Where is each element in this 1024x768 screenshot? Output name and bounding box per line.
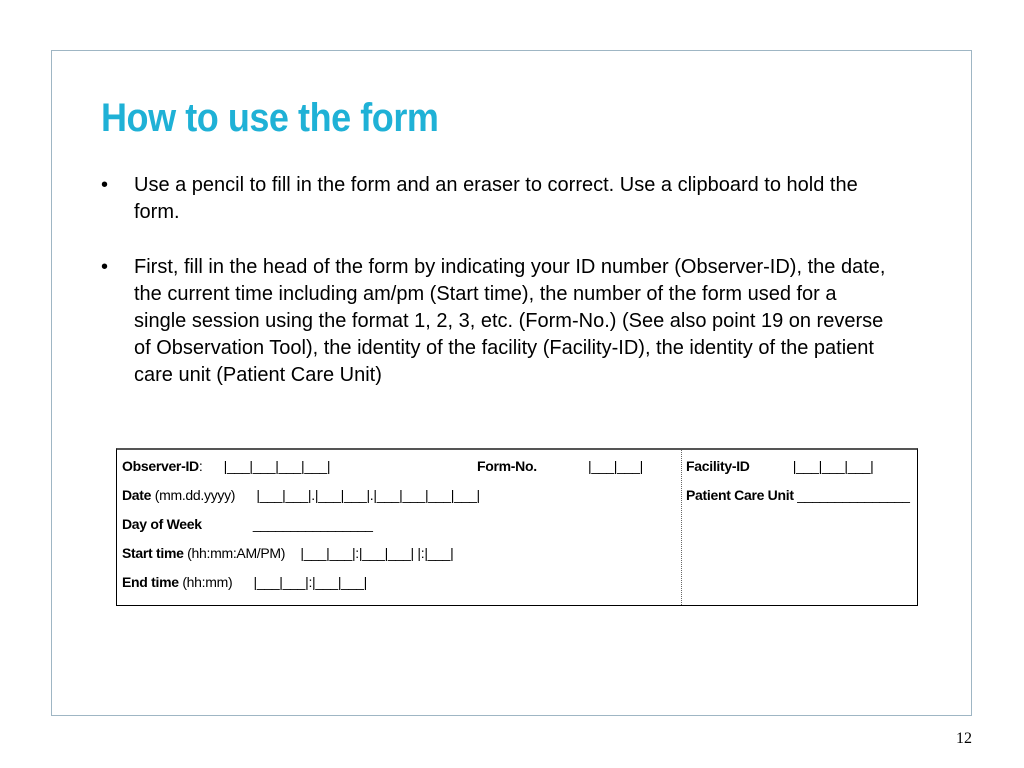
form-no-group <box>477 458 643 474</box>
date-field: |___|___|.|___|___|.|___|___|___|___| <box>256 487 480 503</box>
date-format: (mm.dd.yyyy) <box>154 487 236 503</box>
bullet-icon: • <box>101 256 109 278</box>
form-no-field: |___|___| <box>588 458 643 474</box>
day-row <box>122 516 681 545</box>
form-left-column <box>117 450 682 605</box>
start-time-format: (hh:mm:AM/PM) <box>187 545 286 561</box>
date-row <box>122 487 681 516</box>
start-time-row <box>122 545 681 574</box>
bullet-list <box>101 172 891 417</box>
end-time-field: |___|___|:|___|___| <box>253 574 367 590</box>
start-time-label: Start time <box>122 545 184 561</box>
patient-care-unit-label: Patient Care Unit <box>686 487 794 503</box>
form-no-label: Form-No. <box>477 458 537 474</box>
observer-row <box>122 458 681 487</box>
form-header-example <box>116 448 918 606</box>
observer-label: Observer-ID <box>122 458 199 474</box>
page-number: 12 <box>956 730 972 747</box>
patient-care-unit-field: _______________ <box>797 487 910 503</box>
facility-field: |___|___|___| <box>792 458 874 474</box>
date-label: Date <box>122 487 152 503</box>
form-right-column <box>682 450 917 605</box>
bullet-text: Use a pencil to fill in the form and an eraser to correct. Use a clipboard to hold the form. <box>134 174 858 223</box>
bullet-text: First, fill in the head of the form by indicating your ID number (Observer-ID), the date, the current time including am/pm (Start time), the number of the form used for a single session using the format 1, 2, 3, etc. (Form-No.) (See also point 19 on reverse of Observation Tool), the identity of the facility (Facility-ID), the identity of the patient care unit (Patient Care Unit) <box>134 256 886 386</box>
facility-label: Facility-ID <box>686 458 750 474</box>
day-label: Day of Week <box>122 516 202 532</box>
start-time-field: |___|___|:|___|___| |:|___| <box>300 545 454 561</box>
bullet-item <box>101 254 891 389</box>
bullet-item <box>101 172 891 226</box>
observer-colon: : <box>198 458 203 474</box>
slide-title: How to use the form <box>101 96 439 140</box>
facility-row <box>686 458 917 487</box>
end-time-row <box>122 574 681 603</box>
day-field: ________________ <box>252 516 373 532</box>
end-time-label: End time <box>122 574 179 590</box>
observer-field: |___|___|___|___| <box>223 458 331 474</box>
end-time-format: (hh:mm) <box>182 574 233 590</box>
bullet-icon: • <box>101 174 109 196</box>
patient-care-unit-row <box>686 487 917 516</box>
